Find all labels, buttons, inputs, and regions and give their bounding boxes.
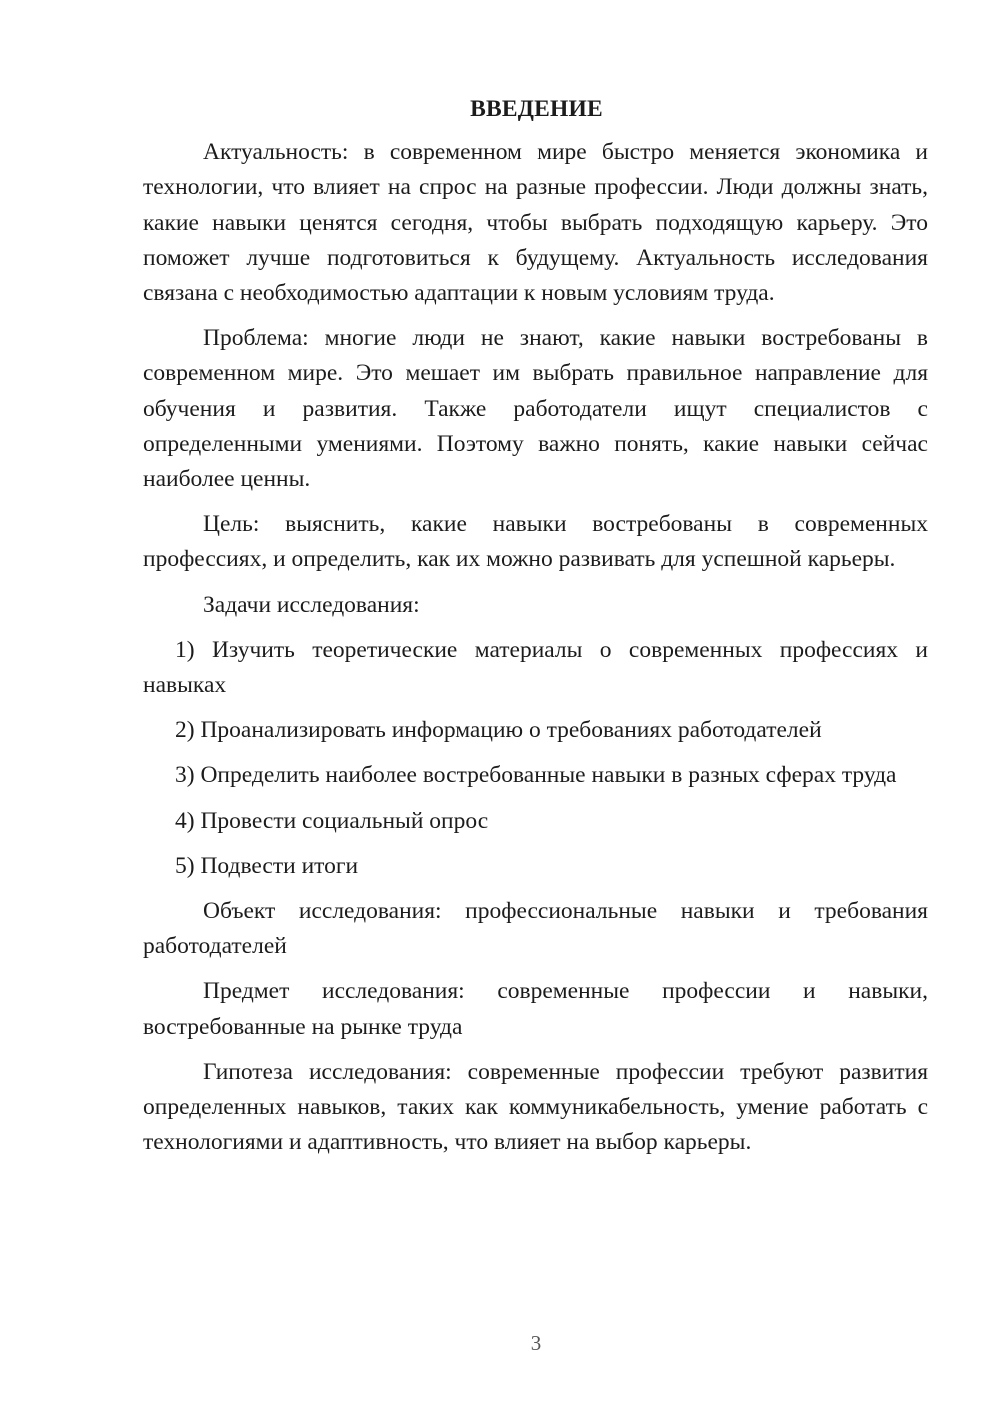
task-item-5: 5) Подвести итоги xyxy=(175,852,359,879)
page-title: ВВЕДЕНИЕ xyxy=(470,96,603,122)
paragraph-object: Объект исследования: профессиональные навыки и требования работодателей xyxy=(143,898,928,960)
task-item-1: 1) Изучить теоретические материалы о современных профессиях и навыках xyxy=(143,636,928,699)
paragraph-goal: Цель: выяснить, какие навыки востребованы в современных профессиях, и определить, как их можно развивать для успешной карьеры. xyxy=(143,511,928,573)
page-body xyxy=(143,92,928,1170)
page-number: 3 xyxy=(530,1331,542,1355)
task-item-4: 4) Провести социальный опрос xyxy=(175,807,489,834)
paragraph-hypothesis: Гипотеза исследования: современные профессии требуют развития определенных навыков, таких как коммуникабельность, умение работать с технологиями и адаптивность, что влияет на выбор карьеры. xyxy=(143,1058,928,1156)
tasks-heading: Задачи исследования: xyxy=(203,591,420,618)
paragraph-relevance: Актуальность: в современном мире быстро меняется экономика и технологии, что влияет на спрос на разные профессии. Люди должны знать, какие навыки ценятся сегодня, чтобы выбрать подходящую карьеру. Это поможет лучше подготовиться к будущему. Актуальность исследования связана с необходимостью адаптации к новым условиям труда. xyxy=(143,139,928,307)
task-item-3: 3) Определить наиболее востребованные навыки в разных сферах труда xyxy=(175,762,897,789)
paragraph-problem: Проблема: многие люди не знают, какие навыки востребованы в современном мире. Это мешает им выбрать правильное направление для обучения и развития. Также работодатели ищут специалистов с определенными умениями. Поэтому важно понять, какие навыки сейчас наиболее ценны. xyxy=(143,325,928,493)
task-item-2: 2) Проанализировать информацию о требованиях работодателей xyxy=(175,717,822,744)
paragraph-subject: Предмет исследования: современные профессии и навыки, востребованные на рынке труда xyxy=(143,978,928,1040)
